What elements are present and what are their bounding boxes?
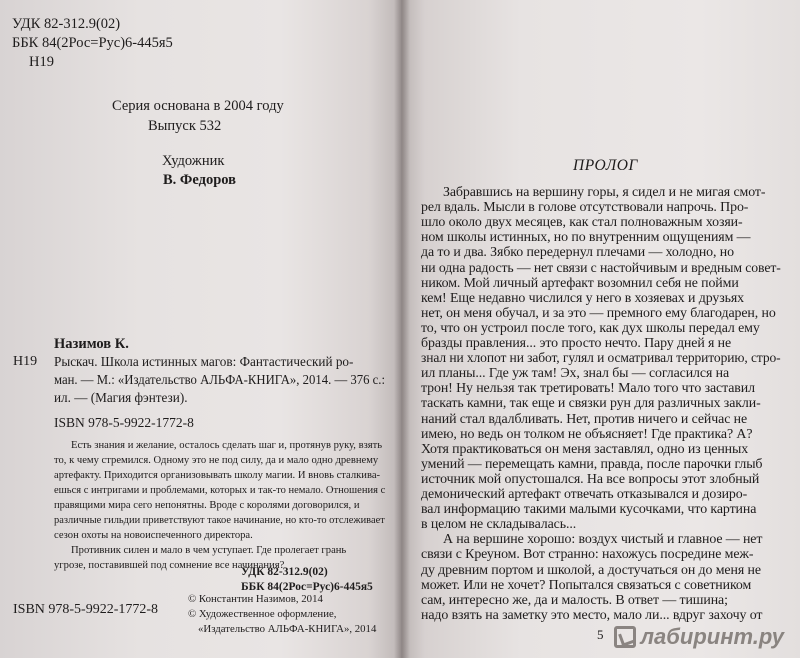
watermark-text: лабиринт.ру xyxy=(640,624,784,649)
artist-name: В. Федоров xyxy=(163,172,236,188)
body-line: рел вдаль. Мысли в голове отсутствовали напрочь. Про- xyxy=(421,200,749,216)
body-line: знал ни хлопот ни забот, гулял и осматривал территорию, стро- xyxy=(421,351,781,367)
body-line: может. Или не хочет? Попытался связаться с советником xyxy=(421,577,752,593)
body-line: трон! Ну нельзя так третировать! Мало того что заставил xyxy=(421,381,755,397)
labirint-logo-icon xyxy=(614,626,636,648)
issue-number: Выпуск 532 xyxy=(148,118,222,134)
body-line: умений — перемещать камни, правда, после парочки глыб xyxy=(421,456,763,472)
body-line: шло около двух месяцев, как стал полноважным хозяи- xyxy=(421,215,743,231)
body-line: имею, но ведь он толком не объясняет! Где практика? А? xyxy=(421,426,753,442)
isbn-bottom: ISBN 978-5-9922-1772-8 xyxy=(13,602,159,617)
author-mark-2: Н19 xyxy=(13,354,38,369)
biblio-line: ил. — (Магия фэнтези). xyxy=(54,390,188,405)
chapter-heading: ПРОЛОГ xyxy=(573,157,638,174)
body-line: А на вершине хорошо: воздух чистый и главное — нет xyxy=(443,532,763,548)
copyright-line: © Художественное оформление, xyxy=(188,608,337,620)
body-line: ном школы истинных, но по внутренним ощущениям — xyxy=(421,230,751,246)
body-line: в целом не складывалась... xyxy=(421,517,577,533)
body-line: надо взять на заметку это место, мало ли... вдруг захочу от xyxy=(421,607,763,623)
annotation-line: угрозе, поставившей под сомнение все начинания? xyxy=(54,560,285,571)
gutter-shadow xyxy=(394,0,410,658)
bbk-code-bottom: ББК 84(2Рос=Рус)6-445я5 xyxy=(241,581,373,593)
annotation-line: различные гильдии приветствуют такое начинание, но кто-то отслеживает xyxy=(54,515,385,526)
body-line: источник мой опустошался. На все вопросы этот злобный xyxy=(421,471,760,487)
body-line: да то и два. Зябко передернул плечами — холодно, но xyxy=(421,245,734,261)
copyright-line: © Константин Назимов, 2014 xyxy=(188,593,323,605)
body-line: ду древним портом и школой, а достучаться он до меня не xyxy=(421,562,761,578)
watermark xyxy=(614,624,784,650)
biblio-line: ман. — М.: «Издательство АЛЬФА-КНИГА», 2014. — 376 с.: xyxy=(54,372,386,387)
body-line: сам, интересно же, да и малость. В ответ — тишина; xyxy=(421,592,728,608)
biblio-line: Рыскач. Школа истинных магов: Фантастический ро- xyxy=(54,354,354,369)
annotation-line: сезон охоты на новоиспеченного директора. xyxy=(54,530,253,541)
annotation-line: ешься с интригами и проблемами, которых и так-то немало. Отношения с xyxy=(54,485,386,496)
body-line: таскать камни, так еще и связки рун для различных закли- xyxy=(421,396,761,412)
body-line: кем! Еще недавно числился у него в хозяевах и друзьях xyxy=(421,290,744,306)
isbn-top: ISBN 978-5-9922-1772-8 xyxy=(54,415,194,430)
author-name: Назимов К. xyxy=(54,336,129,352)
copyright-line: «Издательство АЛЬФА-КНИГА», 2014 xyxy=(198,623,377,635)
series-founded: Серия основана в 2004 году xyxy=(112,98,284,114)
right-page xyxy=(401,0,800,658)
body-line: вал информацию такими малыми кусочками, что картина xyxy=(421,502,757,518)
body-line: ником. Мой личный артефакт возомнил себя не пойми xyxy=(421,275,739,291)
body-line: бразды правления... это просто нечто. Пару дней я не xyxy=(421,336,732,351)
udk-code-bottom: УДК 82-312.9(02) xyxy=(241,566,328,578)
annotation-line: то, к чему стремился. Одному это не под силу, да и мало одно древнему xyxy=(54,455,379,466)
udk-code: УДК 82-312.9(02) xyxy=(12,16,121,32)
page-number: 5 xyxy=(597,626,604,642)
annotation-line: артефакту. Приходится организовывать школу магии. И вновь сталкива- xyxy=(54,470,381,481)
body-line: Хотя практиковаться он меня заставлял, одно из ценных xyxy=(421,441,749,457)
body-line: ни одна радость — нет связи с настойчивым и вредным совет- xyxy=(421,260,781,276)
annotation-line: Противник силен и мало в чем уступает. Где пролегает грань xyxy=(71,545,347,556)
annotation-line: правящими мира сего непонятны. Вроде с королями договорился, и xyxy=(54,500,360,511)
bbk-code: ББК 84(2Рос=Рус)6-445я5 xyxy=(12,35,173,51)
body-line: то, что он устроил после того, как дух школы передал ему xyxy=(421,320,760,336)
author-mark: Н19 xyxy=(29,54,54,70)
body-line: демонический артефакт отвечать отказывался и дозиро- xyxy=(421,487,748,502)
body-line: наний стал вдалбливать. Нет, против ничего и сейчас не xyxy=(421,411,748,427)
body-line: связи с Креуном. Вот странно: нахожусь посредине меж- xyxy=(421,547,754,563)
body-line: нет, он меня обучал, и за это — премного ему благодарен, но xyxy=(421,305,776,321)
annotation-line: Есть знания и желание, осталось сделать шаг и, протянув руку, взять xyxy=(71,440,383,451)
body-line: Забравшись на вершину горы, я сидел и не мигая смот- xyxy=(443,185,766,200)
artist-label: Художник xyxy=(162,153,225,169)
body-line: ил планы... Где уж там! Эх, знал бы — согласился на xyxy=(421,366,730,382)
